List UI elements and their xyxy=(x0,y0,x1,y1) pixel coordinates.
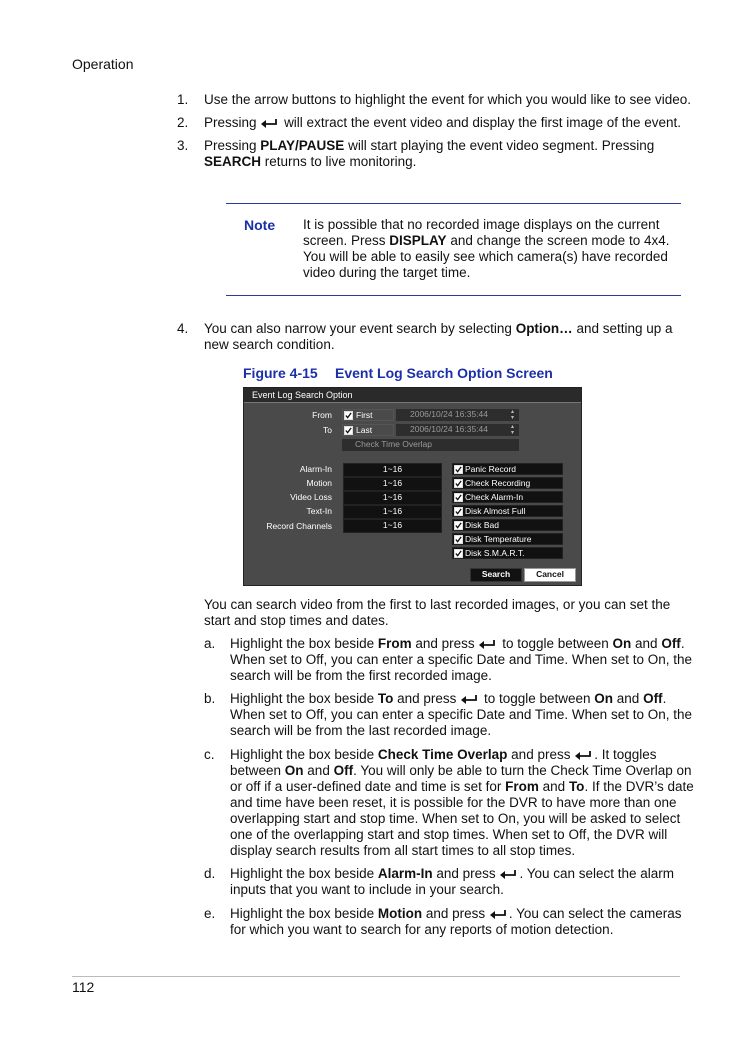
text-run: and press xyxy=(393,691,457,706)
checkmark-icon xyxy=(454,493,463,502)
alarm-in-label: Alarm-In xyxy=(299,464,332,474)
page-number: 112 xyxy=(72,979,95,995)
text-run: Highlight the box beside xyxy=(230,866,378,881)
enter-arrow-icon xyxy=(574,750,594,760)
spin-arrows-icon[interactable]: ▴ ▾ xyxy=(511,409,515,421)
step-number: 3. xyxy=(177,138,189,153)
text-run: You can also narrow your event search by selecting xyxy=(204,321,516,336)
text-run: and xyxy=(303,763,334,778)
substep-letter: d. xyxy=(204,866,216,881)
figure-number: Figure 4-15 xyxy=(243,365,318,381)
note-line: video during the target time. xyxy=(303,265,471,280)
to-key: To xyxy=(568,779,585,794)
text-run: screen. Press xyxy=(303,233,390,248)
text-run: . If the DVR’s date xyxy=(584,779,694,794)
text-run: . You can select the cameras xyxy=(508,906,682,921)
text-run: and xyxy=(631,636,662,651)
step-text: new search condition. xyxy=(204,337,335,352)
enter-arrow-icon xyxy=(489,909,509,919)
motion-label: Motion xyxy=(306,478,332,488)
substep-text: search will be from the last recorded image. xyxy=(230,723,492,738)
text-run: and setting up a xyxy=(572,321,673,336)
text-in-label: Text-In xyxy=(306,506,332,516)
text-run: . It toggles xyxy=(594,747,657,762)
text-run: and press xyxy=(411,636,475,651)
from-first-label: First xyxy=(342,409,394,421)
step-number: 4. xyxy=(177,321,189,336)
text-run: Highlight the box beside xyxy=(230,747,378,762)
text-run: Highlight the box beside xyxy=(230,906,378,921)
checkmark-icon xyxy=(454,479,463,488)
text-run: and press xyxy=(432,866,496,881)
note-label: Note xyxy=(244,217,276,233)
cancel-button[interactable]: Cancel xyxy=(524,568,576,582)
substep-text: search will be from the first recorded image. xyxy=(230,668,492,683)
text-run: . xyxy=(680,636,685,651)
text-run: and change the screen mode to 4x4. xyxy=(446,233,670,248)
substep-text: When set to Off, you can enter a specific Date and Time. When set to On, the xyxy=(230,652,692,667)
substep-text xyxy=(230,763,692,779)
step-number: 1. xyxy=(177,92,189,107)
substep-letter: e. xyxy=(204,906,216,921)
text-run: or off if a user-defined date and time is set for xyxy=(230,779,506,794)
text-run: . You can select the alarm xyxy=(519,866,675,881)
text-run: to toggle between xyxy=(502,636,613,651)
record-channels-field[interactable]: 1~16 xyxy=(343,519,442,533)
substep-letter: c. xyxy=(204,747,215,762)
alarm-in-key: Alarm-In xyxy=(377,866,433,881)
substep-text: inputs that you want to include in your search. xyxy=(230,882,504,897)
checkmark-icon xyxy=(454,535,463,544)
option-key: Option… xyxy=(515,321,573,336)
motion-key: Motion xyxy=(377,906,423,921)
footer-rule xyxy=(72,976,680,977)
note-bottom-rule xyxy=(226,295,681,296)
text-run: Highlight the box beside xyxy=(230,636,378,651)
enter-arrow-icon xyxy=(460,694,480,704)
substep-text xyxy=(230,636,685,652)
running-header: Operation xyxy=(72,56,134,72)
substep-letter: a. xyxy=(204,636,216,651)
from-key: From xyxy=(505,779,539,794)
off-key: Off xyxy=(643,691,663,706)
disk-bad-option[interactable]: Disk Bad xyxy=(452,519,563,531)
step-text xyxy=(204,154,416,170)
to-label: To xyxy=(323,425,332,435)
step-text xyxy=(204,115,681,131)
disk-almost-full-option[interactable]: Disk Almost Full xyxy=(452,505,563,517)
on-key: On xyxy=(284,763,304,778)
play-pause-key: PLAY/PAUSE xyxy=(260,138,345,153)
check-alarm-in-option[interactable]: Check Alarm-In xyxy=(452,491,563,503)
from-key: From xyxy=(377,636,412,651)
text-run: Highlight the box beside xyxy=(230,691,378,706)
note-text xyxy=(303,217,678,281)
substep-text: display search results from all start times to all stop times. xyxy=(230,843,576,858)
text-run: and press xyxy=(507,747,571,762)
checkmark-icon xyxy=(454,521,463,530)
display-key: DISPLAY xyxy=(389,233,447,248)
paragraph-line: start and stop times and dates. xyxy=(204,613,389,628)
check-recording-option[interactable]: Check Recording xyxy=(452,477,563,489)
substep-text: When set to Off, you can enter a specific Date and Time. When set to On, the xyxy=(230,707,692,722)
substep-text: one of the overlapping start and stop times. When set to Off, the DVR will xyxy=(230,827,668,842)
checkmark-icon xyxy=(454,507,463,516)
text-in-field[interactable]: 1~16 xyxy=(343,505,442,519)
on-key: On xyxy=(612,636,632,651)
step-text xyxy=(204,321,673,337)
text-run: and xyxy=(613,691,644,706)
text-run: and xyxy=(538,779,569,794)
video-loss-field[interactable]: 1~16 xyxy=(343,491,442,505)
substep-text xyxy=(230,747,657,763)
substep-text: and time have been reset, it is possible for the DVR to have more than one xyxy=(230,795,677,810)
text-run: . You will only be able to turn the Check Time Overlap on xyxy=(353,763,692,778)
note-line: It is possible that no recorded image displays on the current xyxy=(303,217,660,232)
enter-arrow-icon xyxy=(478,639,498,649)
text-run: . xyxy=(662,691,667,706)
motion-field[interactable]: 1~16 xyxy=(343,477,442,491)
figure-title: Event Log Search Option Screen xyxy=(335,365,553,381)
event-log-search-option-screen xyxy=(243,387,582,586)
substep-text xyxy=(230,906,682,922)
off-key: Off xyxy=(661,636,681,651)
note-line xyxy=(303,233,678,249)
spin-arrows-icon[interactable]: ▴ ▾ xyxy=(511,424,515,436)
enter-arrow-icon xyxy=(260,118,280,128)
text-run: returns to live monitoring. xyxy=(261,154,417,169)
text-run: between xyxy=(230,763,285,778)
check-time-overlap-key: Check Time Overlap xyxy=(377,747,508,762)
disk-smart-option[interactable]: Disk S.M.A.R.T. xyxy=(452,547,563,559)
search-key: SEARCH xyxy=(204,154,262,169)
enter-arrow-icon xyxy=(499,869,519,879)
substep-letter: b. xyxy=(204,691,216,706)
step-number: 2. xyxy=(177,115,189,130)
checkmark-icon xyxy=(454,549,463,558)
note-line: You will be able to easily see which camera(s) have recorded xyxy=(303,249,668,264)
text-run: Pressing xyxy=(204,138,261,153)
step-text-pre: Pressing xyxy=(204,115,257,130)
to-date-field[interactable]: 2006/10/24 16:35:44 xyxy=(396,424,519,436)
paragraph-line: You can search video from the first to last recorded images, or you can set the xyxy=(204,597,671,612)
text-run: to toggle between xyxy=(483,691,595,706)
on-key: On xyxy=(594,691,614,706)
from-label: From xyxy=(312,410,332,420)
substep-text xyxy=(230,866,674,882)
search-button[interactable]: Search xyxy=(470,568,522,582)
substep-text: for which you want to search for any reports of motion detection. xyxy=(230,922,614,937)
record-channels-label: Record Channels xyxy=(266,521,332,531)
to-key: To xyxy=(377,691,394,706)
disk-temperature-option[interactable]: Disk Temperature xyxy=(452,533,563,545)
off-key: Off xyxy=(333,763,354,778)
dialog-title: Event Log Search Option xyxy=(244,388,581,403)
note-top-rule xyxy=(226,203,681,204)
substep-text xyxy=(230,779,694,795)
step-text xyxy=(204,138,654,154)
checkmark-icon xyxy=(454,465,463,474)
substep-text: overlapping start and stop time. When set to On, you will be asked to select xyxy=(230,811,681,826)
panic-record-option[interactable]: Panic Record xyxy=(452,463,563,475)
text-run: and press xyxy=(422,906,486,921)
alarm-in-field[interactable]: 1~16 xyxy=(343,463,442,477)
substep-text xyxy=(230,691,666,707)
text-run: will start playing the event video segment. Pressing xyxy=(344,138,655,153)
step-text-post: will extract the event video and display the first image of the event. xyxy=(284,115,682,130)
to-last-label: Last xyxy=(342,424,394,436)
from-date-field[interactable]: 2006/10/24 16:35:44 xyxy=(396,409,519,421)
video-loss-label: Video Loss xyxy=(290,492,332,502)
step-text: Use the arrow buttons to highlight the event for which you would like to see video. xyxy=(204,92,692,107)
check-time-overlap-label: Check Time Overlap xyxy=(342,439,519,451)
